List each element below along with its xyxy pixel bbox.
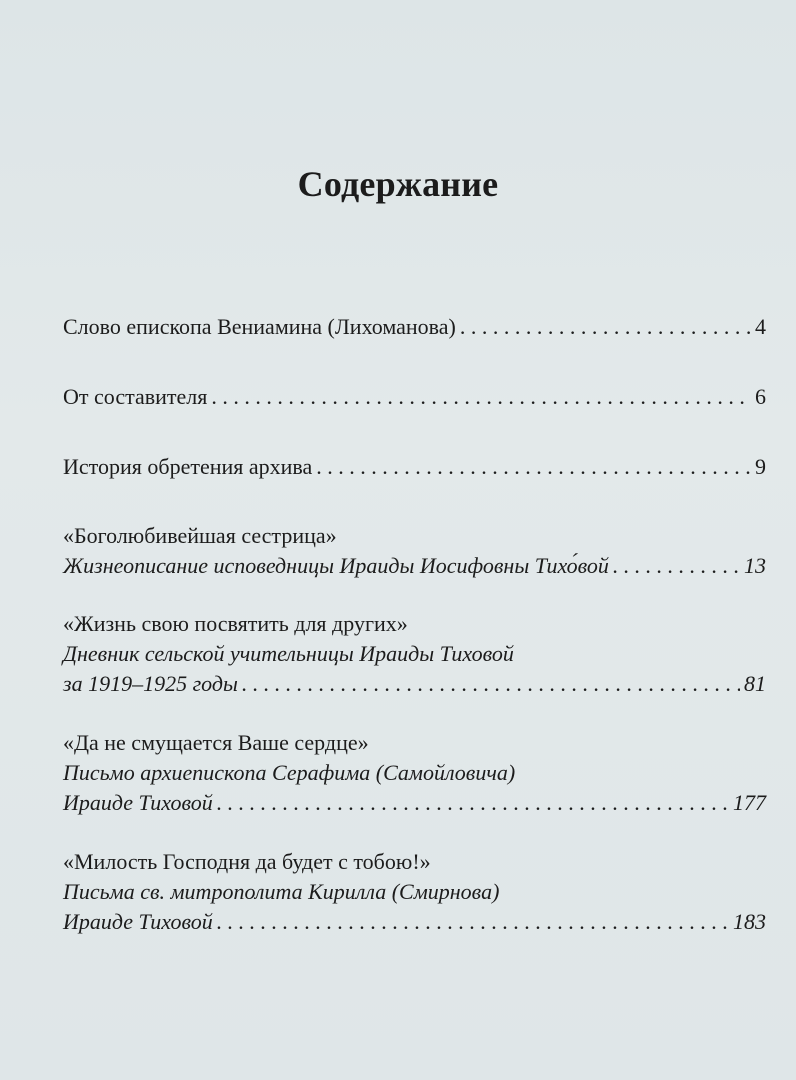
toc-entry-title: Письма св. митрополита Кирилла (Смирнова) (63, 879, 500, 904)
toc-line (63, 669, 766, 699)
toc-line (63, 312, 766, 342)
dot-leader (460, 312, 751, 342)
toc-entry-title: Ираиде Тиховой (63, 909, 213, 934)
dot-leader (316, 452, 751, 482)
toc-line (63, 382, 766, 412)
toc-entry-title: Слово епископа Вениамина (Лихоманова) (63, 314, 456, 339)
toc-entry (63, 728, 766, 818)
table-of-contents (63, 282, 766, 937)
toc-entry (63, 312, 766, 342)
toc-page-number: 9 (755, 454, 766, 479)
toc-entry (63, 452, 766, 482)
dot-leader (211, 382, 751, 412)
toc-line (63, 551, 766, 581)
toc-entry-title: «Жизнь свою посвятить для других» (63, 611, 408, 636)
toc-entry-title: История обретения архива (63, 454, 313, 479)
dot-leader (217, 788, 729, 818)
toc-entry-title: «Боголюбивейшая сестрица» (63, 523, 337, 548)
toc-entry (63, 521, 766, 581)
toc-entry-title: Дневник сельской учительницы Ираиды Тиховой (63, 641, 514, 666)
toc-line (63, 788, 766, 818)
toc-entry-title: От составителя (63, 384, 208, 409)
toc-page-number: 13 (744, 553, 766, 578)
toc-line (63, 907, 766, 937)
toc-entry (63, 382, 766, 412)
dot-leader (613, 551, 740, 581)
toc-entry-title: Ираиде Тиховой (63, 790, 213, 815)
toc-page-number: 6 (755, 384, 766, 409)
page-title: Содержание (297, 164, 499, 204)
toc-page-number: 183 (733, 909, 766, 934)
toc-entry-title: за 1919–1925 годы (63, 671, 238, 696)
toc-page-number: 177 (733, 790, 766, 815)
toc-line (63, 452, 766, 482)
toc-entry-title: «Да не смущается Ваше сердце» (63, 730, 369, 755)
toc-page-number: 4 (755, 314, 766, 339)
toc-page-number: 81 (744, 671, 766, 696)
toc-entry (63, 609, 766, 699)
toc-entry-title: Письмо архиепископа Серафима (Самойловича) (63, 760, 516, 785)
toc-entry (63, 847, 766, 937)
dot-leader (217, 907, 729, 937)
toc-entry-title: Жизнеописание исповедницы Ираиды Иосифовны Тихо́вой (63, 553, 609, 578)
toc-entry-title: «Милость Господня да будет с тобою!» (63, 849, 431, 874)
dot-leader (242, 669, 740, 699)
